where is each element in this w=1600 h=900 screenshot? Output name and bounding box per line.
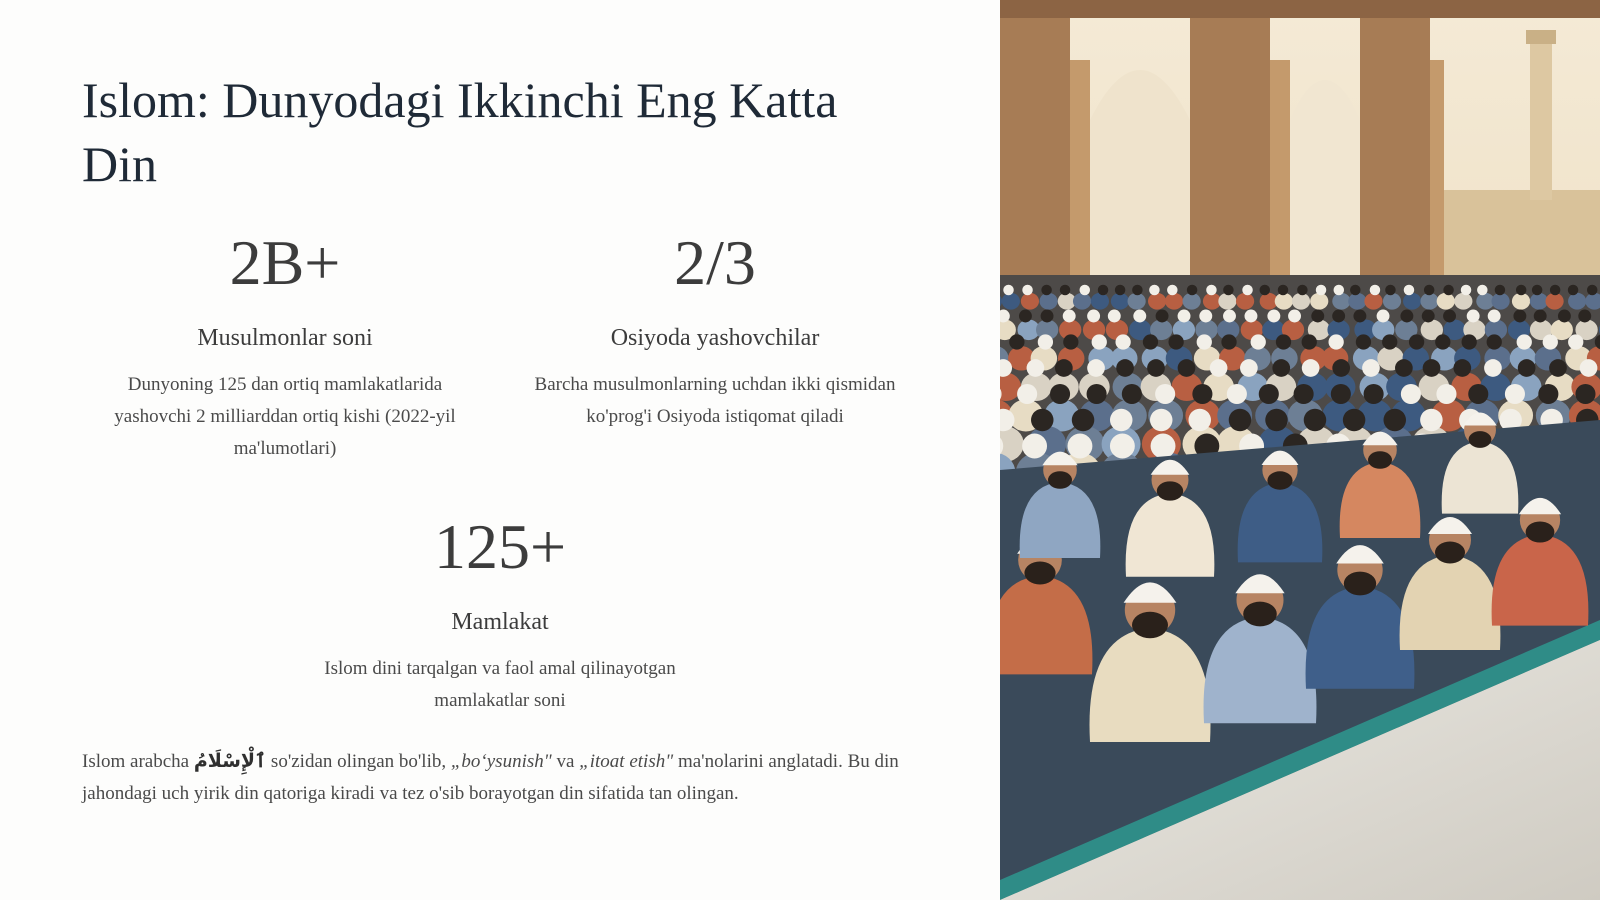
stat-description: Barcha musulmonlarning uchdan ikki qismidan ko'prog'i Osiyoda istiqomat qiladi [534, 374, 896, 427]
stat-description: Islom dini tarqalgan va faol amal qilinayotgan mamlakatlar soni [324, 658, 676, 711]
prayer-illustration [1000, 0, 1600, 900]
intro-paragraph [82, 745, 922, 810]
stat-asia-share [515, 227, 915, 433]
stat-value: 2/3 [674, 227, 756, 298]
stat-label: Musulmonlar soni [197, 325, 373, 351]
paragraph-text: so'zidan olingan bo'lib, [266, 751, 451, 772]
slide-title: Islom: Dunyodagi Ikkinchi Eng Katta Din [82, 72, 838, 192]
paragraph-text: ma'nolarini anglatadi. Bu din jahondagi uch yirik din qatoriga kiradi va tez o'sib borayotgan din sifatida tan olingan. [82, 751, 899, 804]
stat-description: Dunyoning 125 dan ortiq mamlakatlarida yashovchi 2 milliarddan ortiq kishi (2022-yil ma'lumotlari) [114, 374, 456, 459]
paragraph-text: va [551, 751, 580, 772]
term-obedience: „itoat etish" [579, 751, 674, 772]
term-submission: „bo‘ysunish" [450, 751, 552, 772]
stat-value: 125+ [433, 511, 567, 582]
stat-muslim-count [90, 227, 480, 465]
mosque-prayer-image [1000, 0, 1600, 900]
stat-country-count [300, 511, 700, 717]
stat-label: Mamlakat [451, 609, 549, 635]
arabic-word: ٱلْإِسْلَامُ [193, 750, 267, 772]
stat-label: Osiyoda yashovchilar [610, 325, 820, 351]
stat-value: 2B+ [229, 227, 341, 298]
paragraph-text: Islom arabcha [82, 751, 194, 772]
